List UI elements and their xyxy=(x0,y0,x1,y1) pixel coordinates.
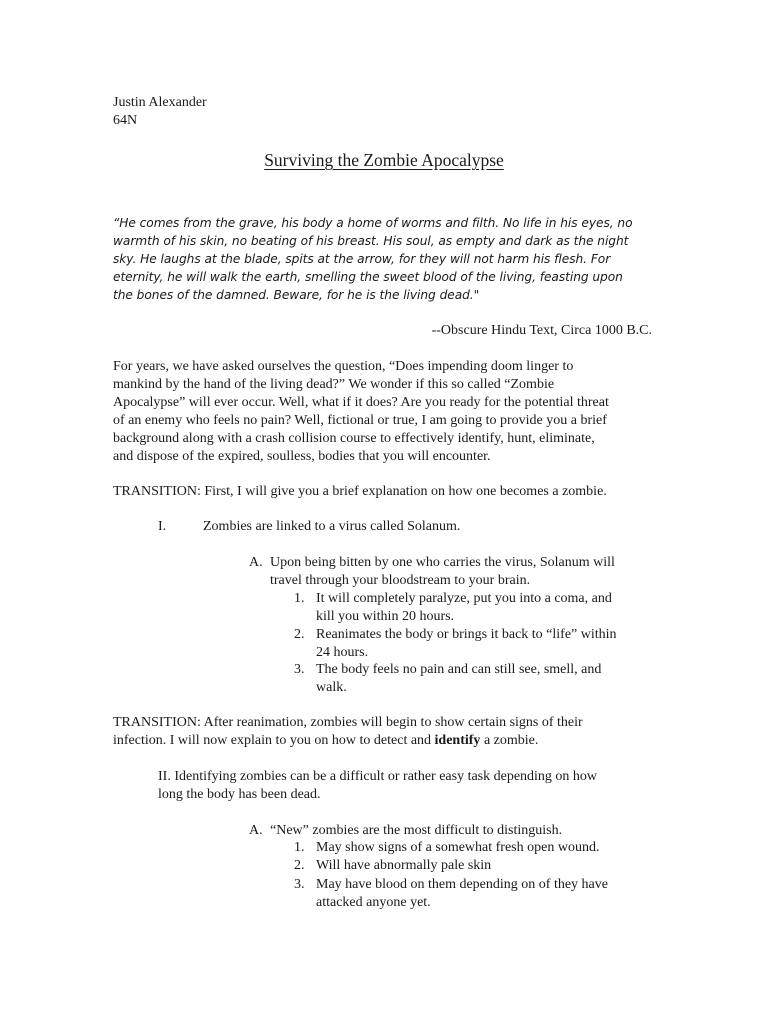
list-item-line: 24 hours. xyxy=(316,645,369,660)
text-run: a zombie. xyxy=(480,733,539,748)
list-item-line: kill you within 20 hours. xyxy=(316,609,455,624)
list-item-line: walk. xyxy=(316,680,347,695)
paragraph-line xyxy=(113,732,583,750)
list-item-number: 1. xyxy=(294,591,305,606)
paragraph-line: mankind by the hand of the living dead?” We wonder if this so called “Zombie xyxy=(113,377,555,392)
paragraph-line: and dispose of the expired, soulless, bodies that you will encounter. xyxy=(113,449,491,464)
author-name: Justin Alexander xyxy=(113,95,207,110)
list-item-text xyxy=(316,839,599,857)
quote-line: “He comes from the grave, his body a home of worms and filth. No life in his eyes, no xyxy=(113,216,633,230)
list-item-number: 2. xyxy=(294,858,305,873)
transition-one: TRANSITION: First, I will give you a brief explanation on how one becomes a zombie. xyxy=(113,484,607,499)
list-item-line: May show signs of a somewhat fresh open wound. xyxy=(316,840,600,855)
paragraph-line: travel through your bloodstream to your brain. xyxy=(270,573,531,588)
paragraph-line: of an enemy who feels no pain? Well, fictional or true, I am going to provide you a brief xyxy=(113,413,607,428)
intro-paragraph xyxy=(113,358,609,466)
paragraph-line: Apocalypse” will ever occur. Well, what if it does? Are you ready for the potential threat xyxy=(113,395,609,410)
point-one-numeral: I. xyxy=(158,519,167,534)
list-item-text xyxy=(316,661,601,697)
document-title: Surviving the Zombie Apocalypse xyxy=(264,150,504,170)
list-item-text xyxy=(316,626,617,662)
quote-line: the bones of the damned. Beware, for he is the living dead." xyxy=(113,288,480,302)
epigraph-quote xyxy=(113,214,643,304)
list-item-line: The body feels no pain and can still see, smell, and xyxy=(316,662,602,677)
paragraph-line: II. Identifying zombies can be a difficult or rather easy task depending on how xyxy=(158,769,598,784)
bold-keyword: identify xyxy=(434,733,481,748)
list-item-text xyxy=(316,590,612,626)
list-item-line: It will completely paralyze, put you into a coma, and xyxy=(316,591,612,606)
point-two-sub-a-text: “New” zombies are the most difficult to distinguish. xyxy=(270,823,563,838)
list-item-line: Reanimates the body or brings it back to “life” within xyxy=(316,627,617,642)
list-item-line: Will have abnormally pale skin xyxy=(316,858,492,873)
point-one-sub-a-letter: A. xyxy=(249,555,263,570)
text-run: infection. I will now explain to you on how to detect and xyxy=(113,733,435,748)
list-item-line: attacked anyone yet. xyxy=(316,895,431,910)
list-item-text xyxy=(316,876,608,912)
point-one-sub-a-text xyxy=(270,554,615,590)
section-number: 64N xyxy=(113,113,138,128)
paragraph-line: TRANSITION: After reanimation, zombies will begin to show certain signs of their xyxy=(113,715,583,730)
paragraph-line: background along with a crash collision course to effectively identify, hunt, eliminate, xyxy=(113,431,595,446)
quote-line: warmth of his skin, no beating of his breast. His soul, as empty and dark as the night xyxy=(113,234,629,248)
list-item-number: 2. xyxy=(294,627,305,642)
quote-line: sky. He laughs at the blade, spits at the arrow, for they will not harm his flesh. For xyxy=(113,252,611,266)
point-two-text xyxy=(158,768,597,804)
list-item-text xyxy=(316,857,491,875)
paragraph-line: long the body has been dead. xyxy=(158,787,321,802)
point-two-sub-a-letter: A. xyxy=(249,823,263,838)
paragraph-line: For years, we have asked ourselves the question, “Does impending doom linger to xyxy=(113,359,574,374)
paragraph-line: Upon being bitten by one who carries the virus, Solanum will xyxy=(270,555,615,570)
point-one-text: Zombies are linked to a virus called Solanum. xyxy=(203,519,461,534)
quote-attribution: --Obscure Hindu Text, Circa 1000 B.C. xyxy=(431,323,652,338)
quote-line: eternity, he will walk the earth, smelling the sweet blood of the living, feasting upon xyxy=(113,270,623,284)
list-item-line: May have blood on them depending on of they have xyxy=(316,877,608,892)
transition-two xyxy=(113,714,583,750)
list-item-number: 3. xyxy=(294,662,305,677)
list-item-number: 3. xyxy=(294,877,305,892)
list-item-number: 1. xyxy=(294,840,305,855)
